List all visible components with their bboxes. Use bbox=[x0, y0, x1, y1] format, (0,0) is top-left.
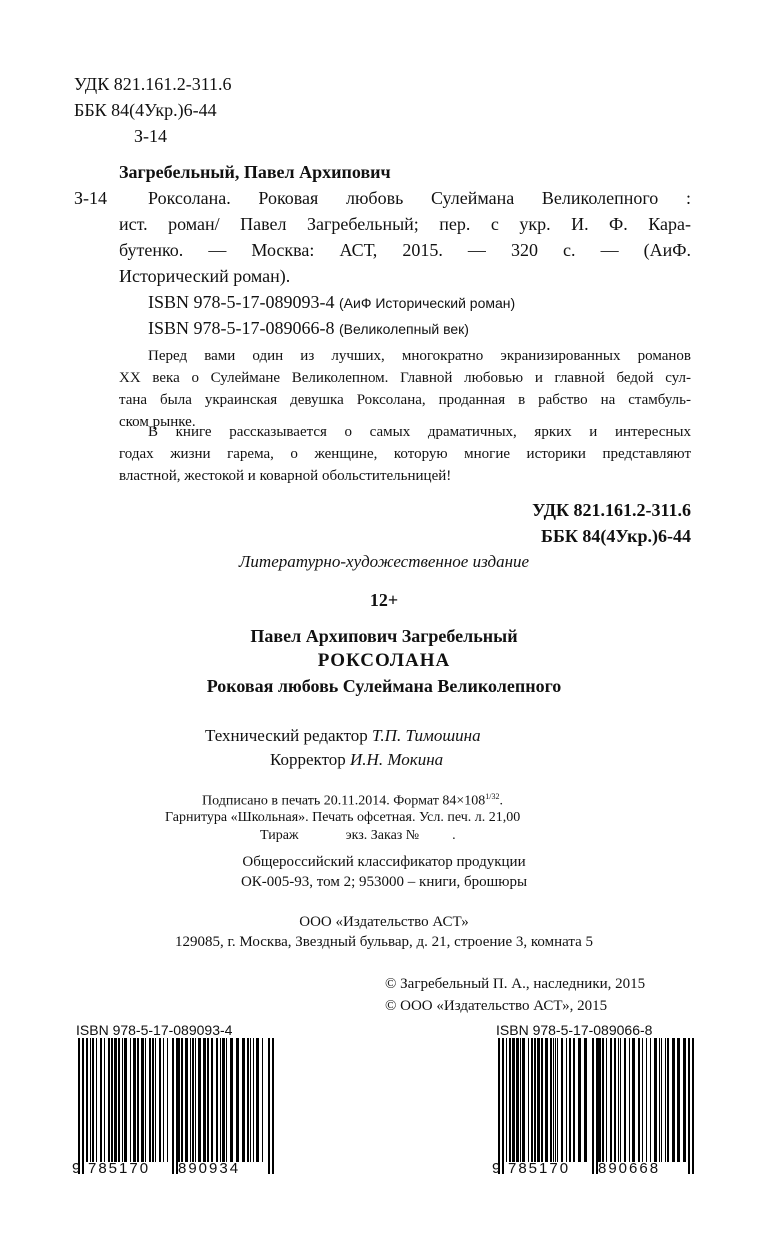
barcode-bar bbox=[578, 1038, 581, 1162]
biblio-line-1: Роксолана. Роковая любовь Сулеймана Великолепного : bbox=[148, 188, 691, 208]
barcode-bar bbox=[176, 1038, 178, 1174]
barcode-bar bbox=[185, 1038, 188, 1162]
barcode-bar bbox=[602, 1038, 604, 1162]
credit-person: И.Н. Мокина bbox=[350, 750, 444, 769]
barcode-bar bbox=[198, 1038, 201, 1162]
barcode-bar bbox=[90, 1038, 91, 1162]
barcode-bar bbox=[537, 1038, 540, 1162]
barcode-2 bbox=[492, 1022, 702, 1196]
barcode-bar bbox=[688, 1038, 690, 1174]
barcode-bar bbox=[638, 1038, 640, 1162]
barcode-group-1: 785170 bbox=[88, 1160, 151, 1177]
barcode-bar bbox=[557, 1038, 558, 1162]
barcode-bar bbox=[163, 1038, 164, 1162]
barcode-bar bbox=[629, 1038, 630, 1162]
barcode-bar bbox=[506, 1038, 507, 1162]
barcode-bar bbox=[82, 1038, 84, 1174]
barcode-bar bbox=[610, 1038, 612, 1162]
barcode-bar bbox=[207, 1038, 209, 1162]
annotation-p1-l1: Перед вами один из лучших, многократно экранизированных романов bbox=[148, 348, 691, 364]
barcode-bar bbox=[86, 1038, 88, 1162]
barcode-bar bbox=[155, 1038, 156, 1162]
barcode-bar bbox=[566, 1038, 567, 1162]
barcode-group-2: 890934 bbox=[178, 1160, 241, 1177]
barcode-digits bbox=[492, 1160, 702, 1196]
barcode-bar bbox=[145, 1038, 146, 1162]
barcode-bar bbox=[677, 1038, 680, 1162]
publisher-name: ООО «Издательство АСТ» bbox=[299, 914, 469, 930]
isbn-series: (Великолепный век) bbox=[339, 321, 469, 337]
class-udk: УДК 821.161.2-311.6 bbox=[532, 500, 691, 520]
copyright-line-1: © Загребельный П. А., наследники, 2015 bbox=[385, 976, 646, 992]
barcode-bar bbox=[222, 1038, 225, 1162]
barcode-bar bbox=[502, 1038, 504, 1174]
barcode-bar bbox=[672, 1038, 675, 1162]
barcode-bar bbox=[272, 1038, 274, 1174]
barcode-bar bbox=[553, 1038, 554, 1162]
run-end: . bbox=[452, 828, 456, 843]
barcode-bar bbox=[124, 1038, 127, 1162]
barcode-bar bbox=[683, 1038, 686, 1162]
barcode-bar bbox=[114, 1038, 117, 1162]
barcode-bar bbox=[642, 1038, 643, 1162]
publisher-address: 129085, г. Москва, Звездный бульвар, д. 21, строение 3, комната 5 bbox=[174, 934, 594, 950]
copyright-line-2: © ООО «Издательство АСТ», 2015 bbox=[385, 998, 608, 1014]
barcode-bar bbox=[522, 1038, 525, 1162]
barcode-digits bbox=[72, 1160, 282, 1196]
barcode-bar bbox=[598, 1038, 601, 1162]
biblio-isbn-2 bbox=[148, 318, 469, 339]
barcode-bar bbox=[133, 1038, 136, 1162]
barcode-bar bbox=[659, 1038, 660, 1162]
credit-person: Т.П. Тимошина bbox=[372, 726, 481, 745]
barcode-bar bbox=[152, 1038, 154, 1162]
edition-author: Павел Архипович Загребельный bbox=[250, 626, 518, 646]
barcode-bar bbox=[220, 1038, 221, 1162]
barcode-bar bbox=[268, 1038, 270, 1174]
book-subtitle: Роковая любовь Сулеймана Великолепного bbox=[206, 676, 562, 696]
barcode-1 bbox=[72, 1022, 282, 1196]
age-rating: 12+ bbox=[369, 590, 399, 610]
header-bbk: ББК 84(4Укр.)6-44 bbox=[74, 100, 217, 120]
barcode-bar bbox=[620, 1038, 621, 1162]
barcode-bar bbox=[167, 1038, 168, 1162]
copies-label: экз. Заказ № bbox=[345, 828, 420, 843]
barcode-bars bbox=[498, 1038, 698, 1178]
classifier-line-1: Общероссийский классификатор продукции bbox=[242, 854, 526, 870]
barcode-bar bbox=[96, 1038, 97, 1162]
barcode-bar bbox=[242, 1038, 245, 1162]
barcode-bar bbox=[111, 1038, 113, 1162]
barcode-bar bbox=[137, 1038, 139, 1162]
barcode-bar bbox=[250, 1038, 251, 1162]
barcode-bar bbox=[569, 1038, 571, 1162]
barcode-bar bbox=[550, 1038, 552, 1162]
barcode-bar bbox=[203, 1038, 206, 1162]
annotation-p2-l1: В книге рассказывается о самых драматичных, ярких и интересных bbox=[148, 424, 691, 440]
barcode-bar bbox=[534, 1038, 536, 1162]
barcode-isbn: ISBN 978-5-17-089093-4 bbox=[76, 1022, 233, 1038]
barcode-bar bbox=[528, 1038, 529, 1162]
barcode-bar bbox=[190, 1038, 191, 1162]
print-font-line: Гарнитура «Школьная». Печать офсетная. Усл. печ. л. 21,00 bbox=[165, 810, 521, 825]
barcode-bar bbox=[512, 1038, 515, 1162]
barcode-bar bbox=[661, 1038, 662, 1162]
barcode-bar bbox=[172, 1038, 174, 1174]
barcode-bar bbox=[692, 1038, 694, 1174]
barcode-bar bbox=[130, 1038, 131, 1162]
barcode-group-1: 785170 bbox=[508, 1160, 571, 1177]
biblio-line-3: бутенко. — Москва: АСТ, 2015. — 320 с. — (АиФ. bbox=[119, 240, 691, 260]
barcode-bar bbox=[573, 1038, 575, 1162]
barcode-bar bbox=[230, 1038, 233, 1162]
barcode-bar bbox=[159, 1038, 161, 1162]
barcode-bar bbox=[216, 1038, 218, 1162]
barcode-bar bbox=[509, 1038, 511, 1162]
barcode-bar bbox=[665, 1038, 666, 1162]
barcode-bar bbox=[247, 1038, 249, 1162]
barcode-first-digit: 9 bbox=[492, 1160, 501, 1177]
biblio-line-4: Исторический роман). bbox=[119, 266, 291, 286]
barcode-bar bbox=[104, 1038, 105, 1162]
biblio-line-2: ист. роман/ Павел Загребельный; пер. с укр. И. Ф. Кара- bbox=[119, 214, 691, 234]
barcode-bar bbox=[195, 1038, 196, 1162]
isbn-number: ISBN 978-5-17-089093-4 bbox=[148, 292, 335, 312]
barcode-bar bbox=[100, 1038, 102, 1162]
barcode-isbn: ISBN 978-5-17-089066-8 bbox=[496, 1022, 653, 1038]
barcode-bar bbox=[646, 1038, 647, 1162]
barcode-bar bbox=[256, 1038, 259, 1162]
header-code: З-14 bbox=[134, 126, 168, 146]
class-bbk: ББК 84(4Укр.)6-44 bbox=[541, 526, 691, 546]
credit-corrector bbox=[270, 750, 443, 770]
barcode-bar bbox=[667, 1038, 669, 1162]
barcode-bar bbox=[596, 1038, 598, 1174]
barcode-bar bbox=[531, 1038, 533, 1162]
barcode-bar bbox=[226, 1038, 227, 1162]
biblio-author: Загребельный, Павел Архипович bbox=[119, 162, 391, 182]
barcode-bar bbox=[592, 1038, 594, 1174]
barcode-bar bbox=[192, 1038, 194, 1162]
barcode-bar bbox=[650, 1038, 651, 1162]
barcode-bar bbox=[555, 1038, 556, 1162]
barcode-bars bbox=[78, 1038, 278, 1178]
barcode-bar bbox=[606, 1038, 607, 1162]
print-run bbox=[260, 828, 456, 844]
credit-label: Корректор bbox=[270, 750, 346, 769]
annotation-p1-l3: тана была украинская девушка Роксолана, проданная в рабство на стамбуль- bbox=[119, 392, 691, 408]
isbn-number: ISBN 978-5-17-089066-8 bbox=[148, 318, 335, 338]
credit-tech-editor bbox=[205, 726, 481, 746]
barcode-bar bbox=[149, 1038, 151, 1162]
annotation-p1-l2: XX века о Сулеймане Великолепном. Главной любовью и главной бедой сул- bbox=[119, 370, 691, 386]
isbn-series: (АиФ Исторический роман) bbox=[339, 295, 516, 311]
barcode-bar bbox=[122, 1038, 123, 1162]
barcode-bar bbox=[561, 1038, 563, 1162]
barcode-bar bbox=[654, 1038, 657, 1162]
classifier-line-2: ОК-005-93, том 2; 953000 – книги, брошюры bbox=[240, 874, 528, 890]
barcode-bar bbox=[614, 1038, 616, 1162]
book-title: РОКСОЛАНА bbox=[317, 650, 451, 671]
barcode-bar bbox=[624, 1038, 626, 1162]
print-signed-end: . bbox=[499, 793, 503, 809]
header-udk: УДК 821.161.2-311.6 bbox=[74, 74, 232, 94]
barcode-bar bbox=[541, 1038, 543, 1162]
annotation-p2-l2: годах жизни гарема, о женщине, которую многие историки представляют bbox=[119, 446, 691, 462]
barcode-bar bbox=[141, 1038, 144, 1162]
barcode-bar bbox=[108, 1038, 110, 1162]
print-signed bbox=[202, 792, 503, 810]
format-fraction: 1/32 bbox=[485, 792, 500, 801]
biblio-isbn-1 bbox=[148, 292, 515, 313]
barcode-bar bbox=[211, 1038, 213, 1162]
barcode-bar bbox=[498, 1038, 500, 1174]
barcode-bar bbox=[92, 1038, 94, 1162]
edition-type: Литературно-художественное издание bbox=[238, 552, 530, 571]
barcode-bar bbox=[181, 1038, 183, 1162]
print-signed-text: Подписано в печать 20.11.2014. Формат 84×108 bbox=[202, 793, 486, 809]
barcode-bar bbox=[632, 1038, 635, 1162]
barcode-group-2: 890668 bbox=[598, 1160, 661, 1177]
barcode-first-digit: 9 bbox=[72, 1160, 81, 1177]
barcode-bar bbox=[178, 1038, 180, 1162]
barcode-bar bbox=[253, 1038, 254, 1162]
biblio-code: З-14 bbox=[74, 188, 108, 208]
annotation-p2-l3: властной, жестокой и коварной обольстительницей! bbox=[119, 468, 452, 484]
barcode-bar bbox=[118, 1038, 120, 1162]
barcode-bar bbox=[520, 1038, 521, 1162]
barcode-bar bbox=[584, 1038, 587, 1162]
barcode-bar bbox=[78, 1038, 80, 1174]
barcode-bar bbox=[236, 1038, 239, 1162]
barcode-bar bbox=[262, 1038, 263, 1162]
barcode-bar bbox=[516, 1038, 519, 1162]
annotation-p1-l4: ском рынке. bbox=[119, 414, 196, 430]
run-label: Тираж bbox=[260, 828, 299, 843]
credit-label: Технический редактор bbox=[205, 726, 368, 745]
barcode-bar bbox=[618, 1038, 619, 1162]
barcode-bar bbox=[545, 1038, 548, 1162]
